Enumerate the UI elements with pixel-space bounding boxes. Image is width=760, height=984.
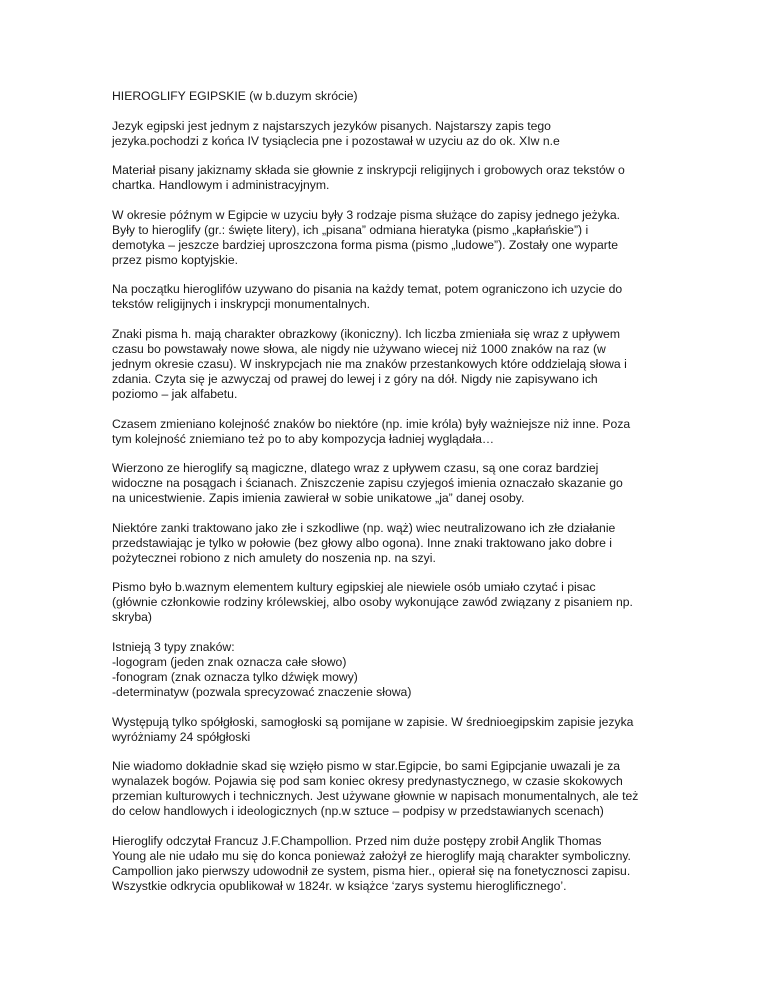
document-title: HIEROGLIFY EGIPSKIE (w b.duzym skrócie): [112, 89, 358, 103]
paragraph-decipherment: Hieroglify odczytał Francuz J.F.Champollion. Przed nim duże postępy zrobił Anglik Thomas Young ale nie udało mu się do konca ponieważ założył ze hieroglify mają charakter symboliczny. Campollion jako pierwszy udowodnił ze system, pisma hier., opierał się na fonetycznosci zapisu. Wszystkie odkrycia opublikował w 1824r. w książce ‘zarys systemu hieroglificznego’.: [112, 833, 631, 893]
document-body: [112, 89, 672, 908]
paragraph-magic: Wierzono ze hieroglify są magiczne, dlatego wraz z upływem czasu, są one coraz bardziej widoczne na posągach i ścianach. Zniszczenie zapisu czyjegoś imienia oznaczało skazanie go na unicestwienie. Zapis imienia zawierał w sobie unikatowe „ja” danej osoby.: [112, 461, 623, 506]
paragraph-writing-types: W okresie późnym w Egipcie w uzyciu były 3 rodzaje pisma służące do zapisy jednego jeżyka. Były to hieroglify (gr.: święte litery), ich „pisana” odmiana hieratyka (pismo „kapłańskie”) i demotyka – jeszcze bardziej uproszczona forma pisma (pismo „ludowe”). Zostały one wyparte przez pismo koptyjskie.: [112, 207, 621, 267]
paragraph-sign-order: Czasem zmieniano kolejność znaków bo niektóre (np. imie króla) były ważniejsze niż inne. Poza tym kolejność zniemiano też po to aby kompozycja ładniej wyglądała…: [112, 416, 631, 446]
paragraph-usage: Na początku hieroglifów uzywano do pisania na każdy temat, potem ograniczono ich uzycie do tekstów religijnych i inskrypcji monumentalnych.: [112, 282, 623, 312]
paragraph-literacy: Pismo było b.waznym elementem kultury egipskiej ale niewiele osób umiało czytać i pisac (głównie członkowie rodziny królewskiej, albo osoby wykonujące zawód związany z pisaniem np. skryba): [112, 580, 633, 625]
paragraph-harmful-signs: Niektóre zanki traktowano jako złe i szkodliwe (np. wąż) wiec neutralizowano ich złe działanie przedstawiając je tylko w połowie (bez głowy albo ogona). Inne znaki traktowano jako dobre i pożytecznei robiono z nich amulety do noszenia np. na szyi.: [112, 520, 616, 565]
paragraph-materials: Materiał pisany jakiznamy składa sie głownie z inskrypcji religijnych i grobowych oraz tekstów o chartka. Handlowym i administracyjnym.: [112, 163, 625, 193]
paragraph-sign-types: Istnieją 3 typy znaków: -logogram (jeden znak oznacza całe słowo) -fonogram (znak oznacza tylko dźwięk mowy) -determinatyw (pozwala sprecyzować znaczenie słowa): [112, 639, 412, 699]
paragraph-sign-character: Znaki pisma h. mają charakter obrazkowy (ikoniczny). Ich liczba zmieniała się wraz z upływem czasu bo powstawały nowe słowa, ale nigdy nie używano wiecej niż 1000 znaków na raz (w jednym okresie czasu). W inskrypcjach nie ma znaków przestankowych które oddzielają słowa i zdania. Czyta się je azwyczaj od prawej do lewej i z góry na dół. Nigdy nie zapisywano ich poziomo – jak alfabetu.: [112, 326, 627, 401]
paragraph-language-origin: Jezyk egipski jest jednym z najstarszych jezyków pisanych. Najstarszy zapis tego jezyka.pochodzi z końca IV tysiąclecia pne i pozostawał w uzyciu az do ok. XIw n.e: [112, 118, 560, 148]
paragraph-consonants: Występują tylko spółgłoski, samogłoski są pomijane w zapisie. W średnioegipskim zapisie jezyka wyróżniamy 24 spółgłoski: [112, 714, 634, 744]
paragraph-origin-of-script: Nie wiadomo dokładnie skad się wzięło pismo w star.Egipcie, bo sami Egipcjanie uwazali je za wynalazek bogów. Pojawia się pod sam koniec okresy predynastycznego, w czasie skokowych przemian kulturowych i technicznych. Jest używane głownie w napisach monumentalnych, ale też do celow handlowych i ideologicznych (np.w sztuce – podpisy w przedstawianych scenach): [112, 759, 639, 819]
